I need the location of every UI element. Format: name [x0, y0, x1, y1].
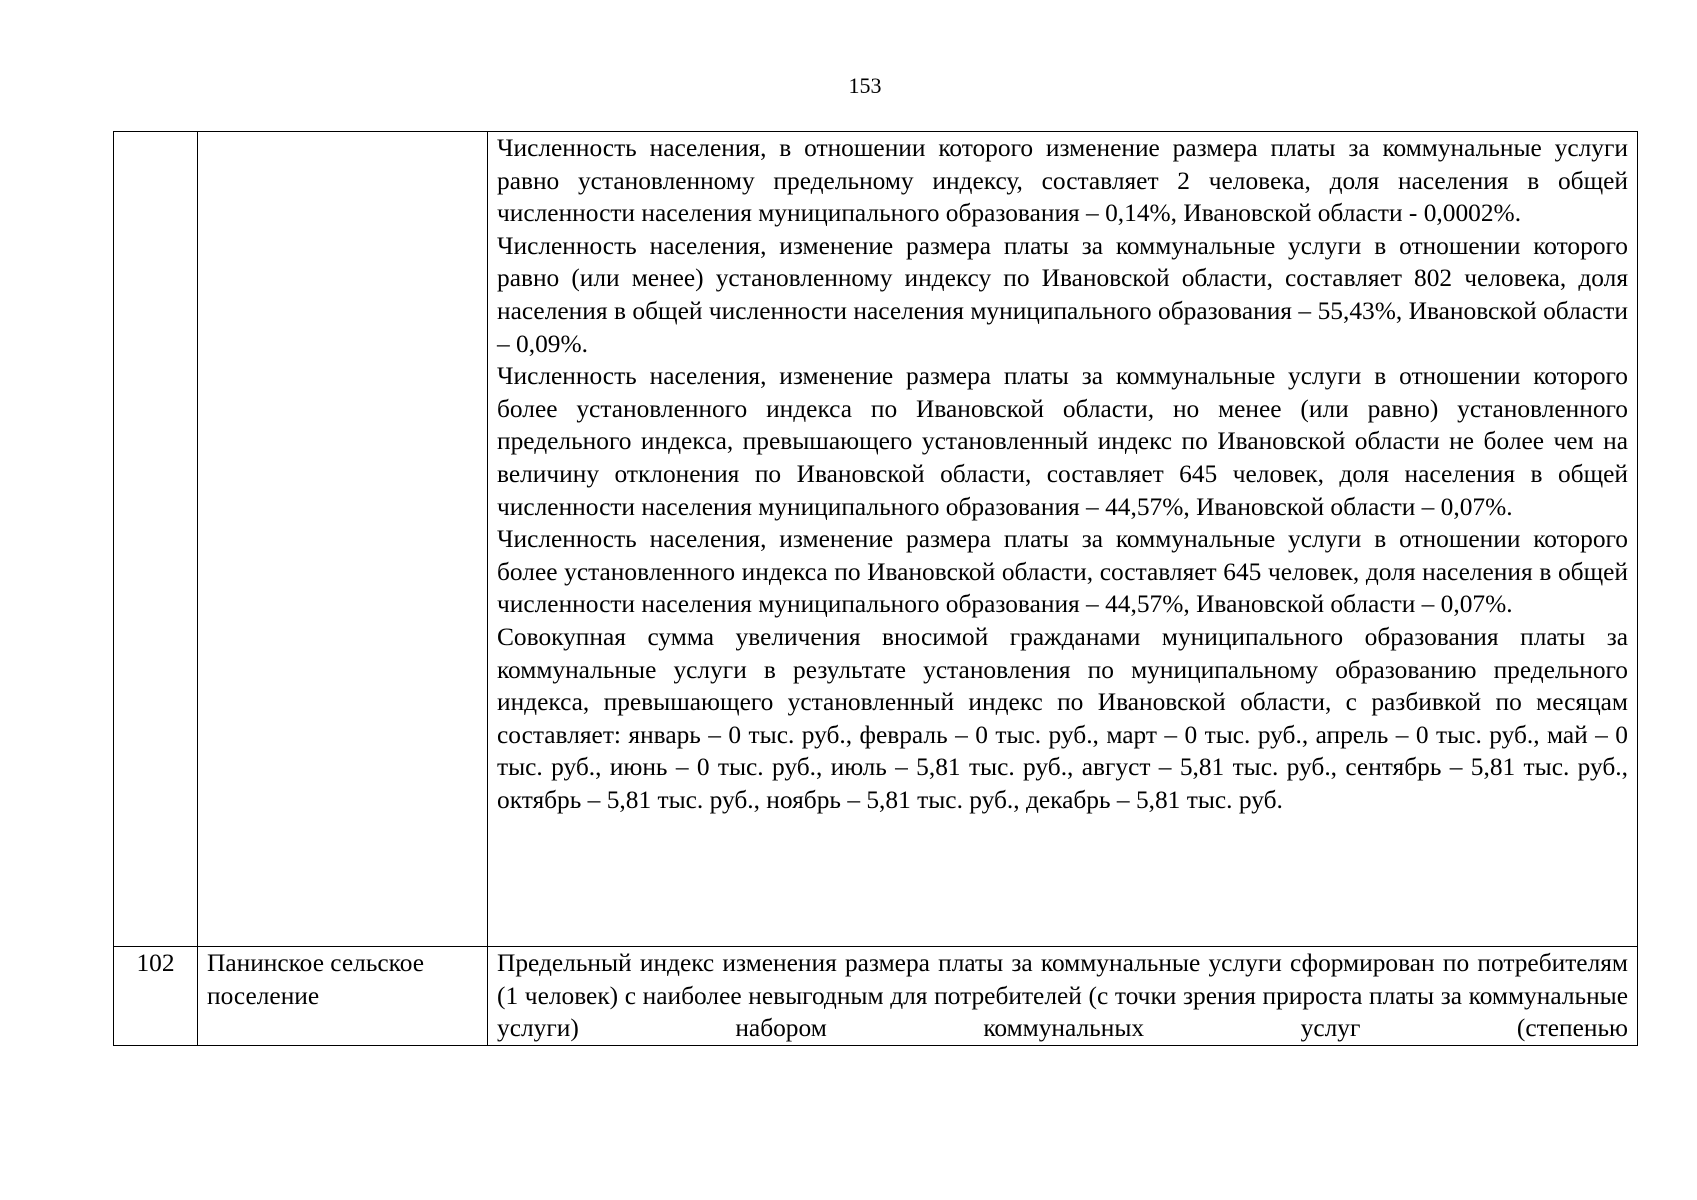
description-cell [488, 132, 1638, 947]
table-row [114, 947, 1638, 1046]
table-row [114, 132, 1638, 947]
description-paragraph: Совокупная сумма увеличения вносимой гражданами муниципального образования платы за коммунальные услуги в результате установления по муниципальному образованию предельного индекса, превышающего установленный индекс по Ивановской области, с разбивкой по месяцам составляет: январь – 0 тыс. руб., февраль – 0 тыс. руб., март – 0 тыс. руб., апрель – 0 тыс. руб., май – 0 тыс. руб., июнь – 0 тыс. руб., июль – 5,81 тыс. руб., август – 5,81 тыс. руб., сентябрь – 5,81 тыс. руб., октябрь – 5,81 тыс. руб., ноябрь – 5,81 тыс. руб., декабрь – 5,81 тыс. руб. [497, 622, 1628, 814]
municipality-name-cell: Панинское сельское поселение [198, 947, 488, 1046]
description-paragraph: Численность населения, изменение размера платы за коммунальные услуги в отношении которого более установленного индекса по Ивановской области, составляет 645 человек, доля населения в общей численности населения муниципального образования – 44,57%, Ивановской области – 0,07%. [497, 525, 1628, 619]
description-cell [488, 947, 1638, 1046]
municipal-index-table [113, 131, 1638, 1046]
page-number: 153 [848, 73, 882, 98]
description-paragraph: Численность населения, изменение размера платы за коммунальные услуги в отношении которого равно (или менее) установленному индексу по Ивановской области, составляет 802 человека, доля населения в общей численности населения муниципального образования – 55,43%, Ивановской области – 0,09%. [497, 231, 1628, 358]
municipality-name-cell [198, 132, 488, 947]
description-paragraph: Предельный индекс изменения размера платы за коммунальные услуги сформирован по потребителям (1 человек) с наиболее невыгодным для потребителей (с точки зрения прироста платы за коммунальные услуги) набором коммунальных услуг (степенью [497, 949, 1628, 1043]
description-paragraph: Численность населения, в отношении которого изменение размера платы за коммунальные услуги равно установленному предельному индексу, составляет 2 человека, доля населения в общей численности населения муниципального образования – 0,14%, Ивановской области - 0,0002%. [497, 134, 1628, 228]
row-number-cell [114, 132, 198, 947]
row-number-cell: 102 [114, 947, 198, 1046]
description-paragraph: Численность населения, изменение размера платы за коммунальные услуги в отношении которого более установленного индекса по Ивановской области, но менее (или равно) установленного предельного индекса, превышающего установленный индекс по Ивановской области не более чем на величину отклонения по Ивановской области, составляет 645 человек, доля населения в общей численности населения муниципального образования – 44,57%, Ивановской области – 0,07%. [497, 362, 1628, 521]
